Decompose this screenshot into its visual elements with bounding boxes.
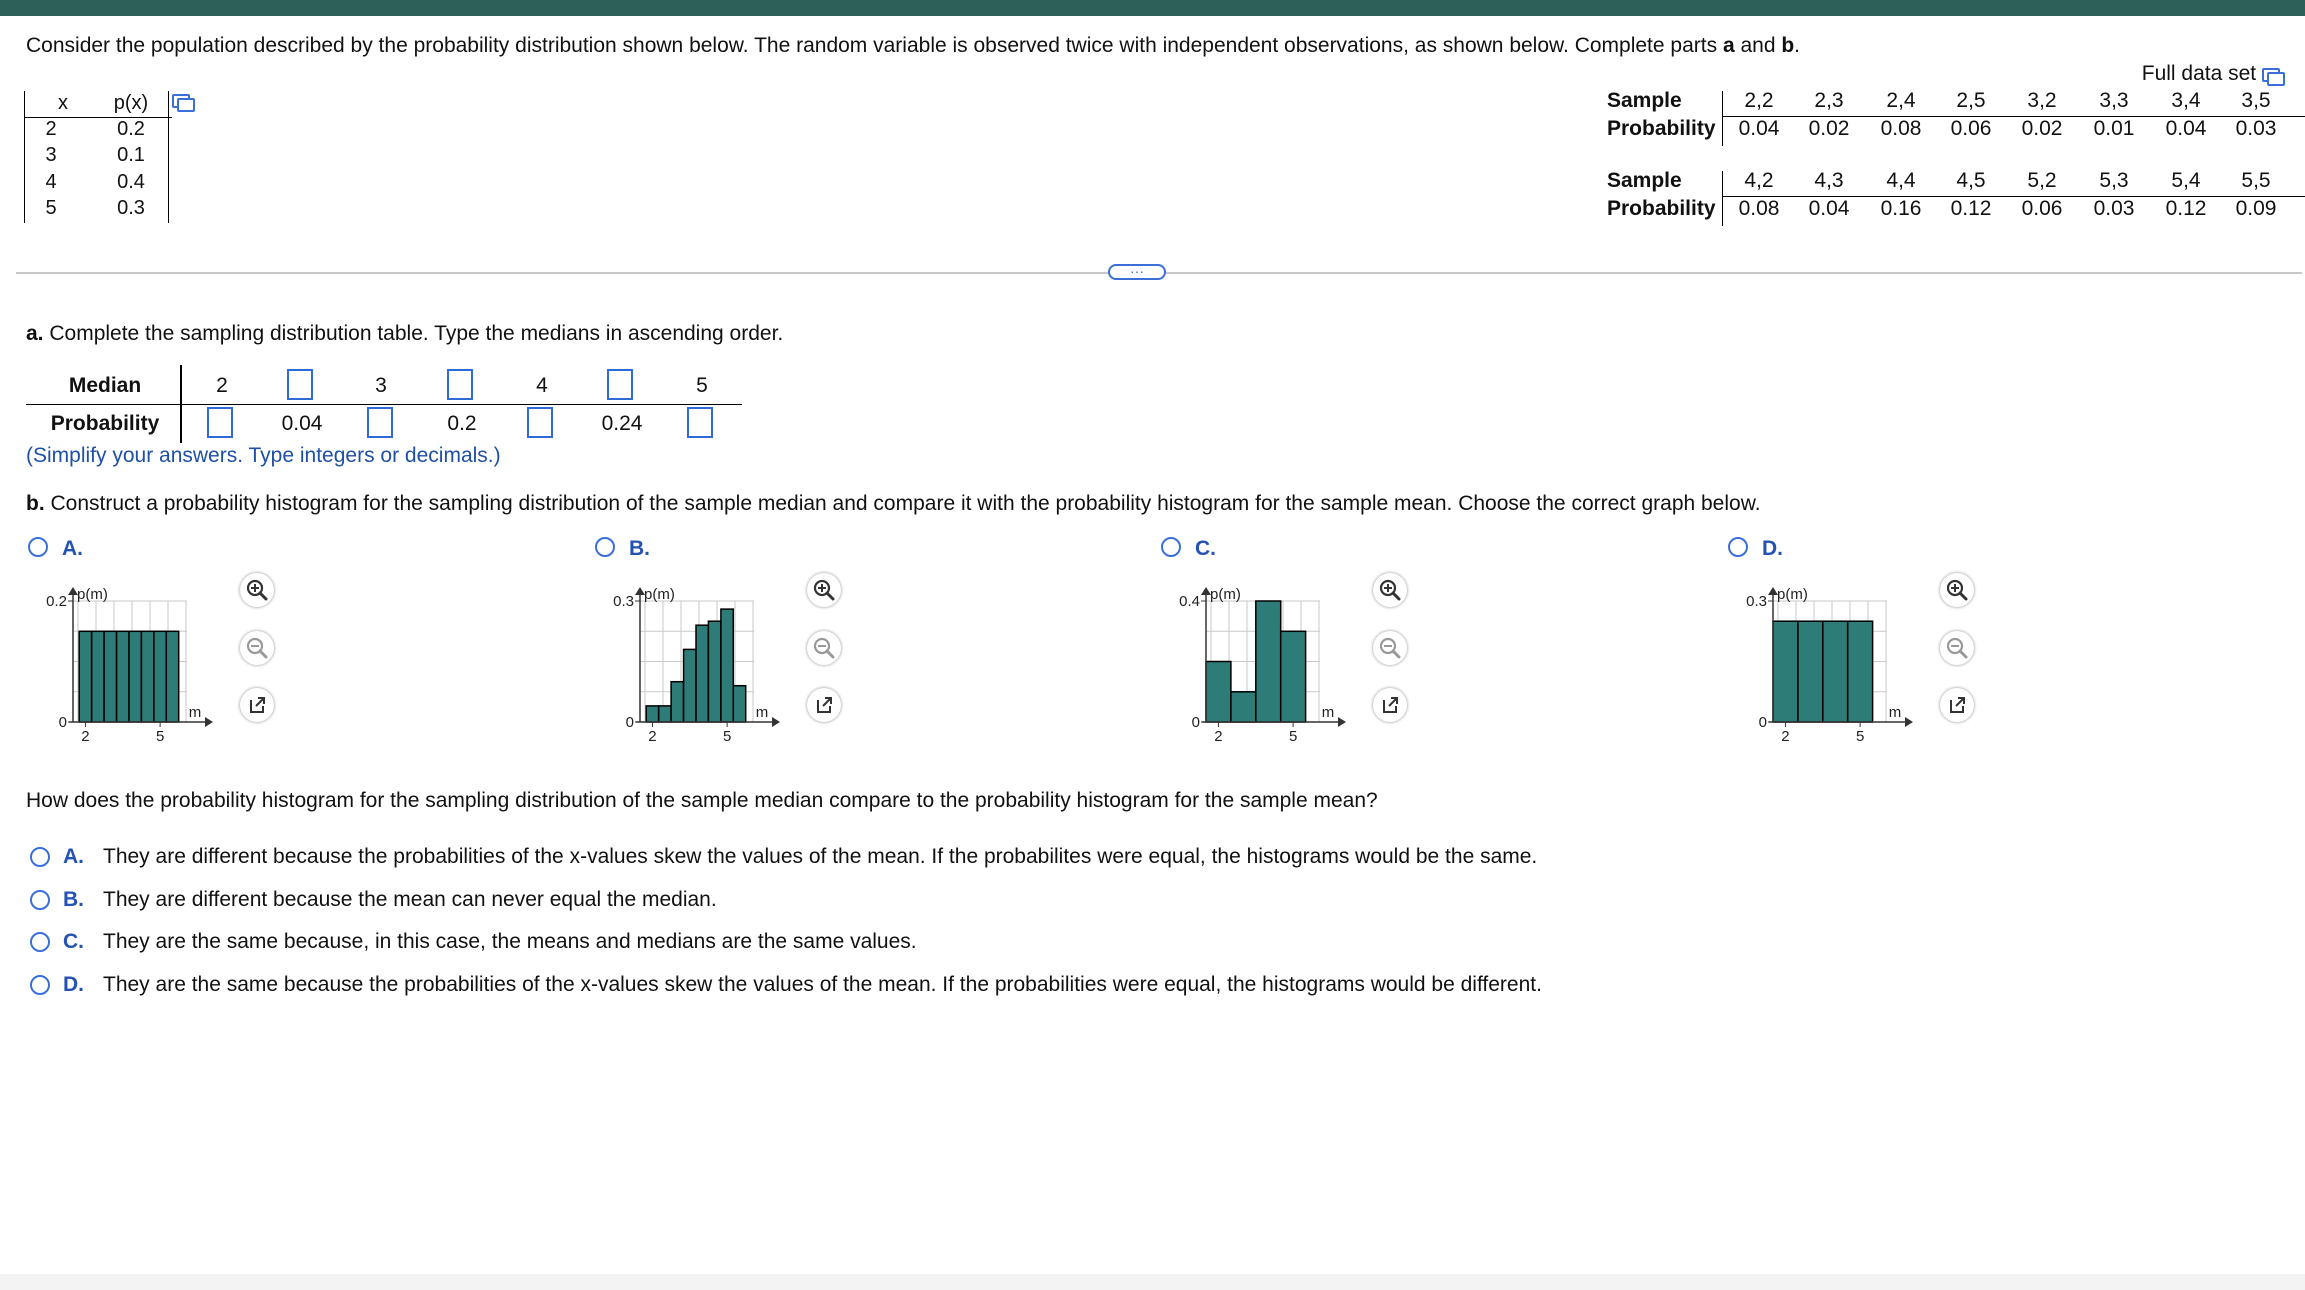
x-tick-label: 5 — [1855, 728, 1865, 745]
sample-cell: 2,3 — [1814, 89, 1844, 112]
open-external-icon[interactable] — [807, 688, 841, 722]
y-max-label: 0.2 — [46, 593, 67, 610]
histogram-bar — [154, 631, 166, 722]
x-tick-label: 2 — [648, 728, 657, 745]
sample-cell: 2,4 — [1886, 89, 1916, 112]
prob-cell: 0.03 — [2093, 197, 2135, 220]
sample-cell: 5,3 — [2099, 169, 2129, 192]
prob-cell: 0.01 — [2093, 117, 2135, 140]
histogram-bar — [117, 631, 129, 722]
y-zero-label: 0 — [625, 714, 634, 731]
p-value: 0.3 — [117, 197, 145, 219]
x-axis-label: m — [188, 704, 202, 721]
x-axis-arrow — [1905, 717, 1913, 727]
part-b-instruction: b. Construct a probability histogram for the sampling distribution of the sample median and compare it with the probability histogram for the sample mean. Choose the correct graph below. — [26, 492, 1761, 515]
sample-cell: 2,5 — [1956, 89, 1986, 112]
histogram-bar — [1798, 621, 1823, 722]
median-value: 5 — [696, 374, 708, 397]
sample-label: Sample — [1607, 89, 1682, 112]
histogram-bar — [1848, 621, 1873, 722]
median-input[interactable] — [447, 369, 473, 400]
open-external-icon[interactable] — [1940, 688, 1974, 722]
probability-input[interactable] — [367, 407, 393, 438]
zoom-in-icon[interactable] — [1940, 573, 1974, 607]
graph-option-letter: A. — [62, 537, 83, 560]
x-value: 2 — [45, 118, 57, 140]
radio-button[interactable] — [30, 932, 50, 952]
sample-cell: 3,5 — [2241, 89, 2271, 112]
x-value: 3 — [45, 144, 57, 166]
x-axis-arrow — [1338, 717, 1346, 727]
median-value: 2 — [216, 374, 228, 397]
graph-option-letter: D. — [1762, 537, 1783, 560]
prob-cell: 0.02 — [2021, 117, 2063, 140]
y-zero-label: 0 — [1758, 714, 1767, 731]
y-axis-label: p(m) — [77, 586, 108, 603]
option-letter: A. — [63, 845, 84, 868]
sample-table-1 — [1607, 89, 2291, 145]
p-value: 0.4 — [117, 171, 145, 193]
x-axis-arrow — [772, 717, 780, 727]
option-text: They are the same because, in this case, the means and medians are the same values. — [103, 930, 917, 953]
histogram-bar — [646, 706, 658, 722]
sample-cell: 3,4 — [2171, 89, 2201, 112]
y-axis-label: p(m) — [1777, 586, 1808, 603]
probability-value: 0.2 — [447, 412, 477, 435]
prob-cell: 0.06 — [1950, 117, 1992, 140]
x-axis-label: m — [1321, 704, 1335, 721]
header-x: x — [58, 92, 68, 114]
histogram-bar — [141, 631, 153, 722]
median-value: 3 — [375, 374, 387, 397]
x-axis-label: m — [1888, 704, 1902, 721]
open-external-icon[interactable] — [240, 688, 274, 722]
zoom-out-icon[interactable] — [240, 631, 274, 665]
sample-cell: 4,2 — [1744, 169, 1774, 192]
sample-table-2 — [1607, 169, 2291, 225]
x-tick-label: 2 — [1214, 728, 1223, 745]
histogram-bar — [721, 609, 733, 722]
histogram-svg — [1726, 575, 1946, 745]
prob-cell: 0.04 — [1808, 197, 1850, 220]
graph-option-radio[interactable] — [1161, 537, 1181, 557]
histogram-svg — [593, 575, 813, 745]
histogram-option-d — [1726, 575, 1926, 745]
option-text: They are the same because the probabilities of the x-values skew the values of the mean. If the probabilities were equal, the histograms would be different. — [103, 973, 1542, 996]
graph-option-radio[interactable] — [595, 537, 615, 557]
histogram-bar — [696, 625, 708, 722]
probability-value: 0.24 — [601, 412, 643, 435]
graph-option-radio[interactable] — [1728, 537, 1748, 557]
y-zero-label: 0 — [58, 714, 67, 731]
option-letter: B. — [63, 888, 84, 911]
histogram-bar — [733, 686, 745, 722]
histogram-bar — [684, 649, 696, 722]
histogram-option-a — [26, 575, 226, 745]
histogram-bar — [166, 631, 178, 722]
sample-cell: 4,5 — [1956, 169, 1986, 192]
histogram-bar — [104, 631, 116, 722]
histogram-bar — [129, 631, 141, 722]
median-input[interactable] — [607, 369, 633, 400]
intro-text: Consider the population described by the probability distribution shown below. The random variable is observed twice with independent observations, as shown below. Complete parts a and b. — [26, 34, 1801, 57]
y-axis-label: p(m) — [1210, 586, 1241, 603]
prob-cell: 0.06 — [2021, 197, 2063, 220]
probability-label: Probability — [50, 412, 160, 435]
probability-input[interactable] — [207, 407, 233, 438]
zoom-in-icon[interactable] — [240, 573, 274, 607]
median-table — [26, 365, 746, 445]
prob-cell: 0.08 — [1880, 117, 1922, 140]
y-max-label: 0.3 — [613, 593, 634, 610]
histogram-bar — [1823, 621, 1848, 722]
probability-value: 0.04 — [281, 412, 323, 435]
copy-data-icon[interactable] — [2262, 68, 2280, 82]
x-tick-label: 5 — [722, 728, 732, 745]
histogram-bar — [708, 621, 720, 722]
sample-cell: 5,5 — [2241, 169, 2271, 192]
x-tick-label: 2 — [81, 728, 90, 745]
prob-cell: 0.16 — [1880, 197, 1922, 220]
histogram-bar — [1206, 662, 1231, 723]
probability-input[interactable] — [527, 407, 553, 438]
x-tick-label: 5 — [1288, 728, 1298, 745]
y-max-label: 0.4 — [1179, 593, 1200, 610]
simplify-hint: (Simplify your answers. Type integers or decimals.) — [26, 444, 501, 467]
prob-cell: 0.02 — [1808, 117, 1850, 140]
radio-button[interactable] — [30, 847, 50, 867]
probability-label: Probability — [1607, 117, 1716, 140]
top-banner — [0, 0, 2305, 16]
prob-cell: 0.04 — [1738, 117, 1780, 140]
open-external-icon[interactable] — [1373, 688, 1407, 722]
sample-cell: 3,2 — [2027, 89, 2057, 112]
probability-label: Probability — [1607, 197, 1716, 220]
bottom-bar — [0, 1274, 2305, 1290]
y-max-label: 0.3 — [1746, 593, 1767, 610]
graph-option-radio[interactable] — [28, 537, 48, 557]
x-axis-label: m — [755, 704, 769, 721]
histogram-svg — [26, 575, 246, 745]
x-value: 5 — [45, 197, 57, 219]
median-input[interactable] — [287, 369, 313, 400]
part-a-instruction: a. Complete the sampling distribution table. Type the medians in ascending order. — [26, 322, 784, 345]
sample-cell: 5,4 — [2171, 169, 2201, 192]
probability-input[interactable] — [687, 407, 713, 438]
graph-option-letter: B. — [629, 537, 650, 560]
x-tick-label: 5 — [155, 728, 165, 745]
sample-cell: 5,2 — [2027, 169, 2057, 192]
full-data-set-link[interactable]: Full data set — [2142, 62, 2280, 86]
sample-cell: 3,3 — [2099, 89, 2129, 112]
median-label: Median — [68, 374, 142, 397]
comparison-question: How does the probability histogram for the sampling distribution of the sample median compare to the probability histogram for the sample mean? — [26, 789, 1378, 812]
histogram-option-c — [1159, 575, 1359, 745]
median-value: 4 — [536, 374, 548, 397]
prob-cell: 0.12 — [1950, 197, 1992, 220]
graph-option-letter: C. — [1195, 537, 1216, 560]
sample-cell: 4,3 — [1814, 169, 1844, 192]
y-zero-label: 0 — [1191, 714, 1200, 731]
histogram-bar — [1256, 601, 1281, 722]
header-px: p(x) — [113, 92, 149, 114]
x-tick-label: 2 — [1781, 728, 1790, 745]
histogram-bar — [1281, 631, 1306, 722]
zoom-in-icon[interactable] — [1373, 573, 1407, 607]
histogram-bar — [1231, 692, 1256, 722]
prob-cell: 0.04 — [2165, 117, 2207, 140]
option-letter: C. — [63, 930, 84, 953]
distribution-table — [24, 91, 176, 223]
expand-more-button[interactable]: ··· — [1108, 264, 1166, 280]
option-text: They are different because the mean can never equal the median. — [103, 888, 717, 911]
prob-cell: 0.08 — [1738, 197, 1780, 220]
zoom-out-icon[interactable] — [1940, 631, 1974, 665]
prob-cell: 0.09 — [2235, 197, 2277, 220]
p-value: 0.1 — [117, 144, 145, 166]
histogram-bar — [79, 631, 91, 722]
prob-cell: 0.12 — [2165, 197, 2207, 220]
option-text: They are different because the probabilities of the x-values skew the values of the mean. If the probabilites were equal, the histograms would be the same. — [103, 845, 1538, 868]
radio-button[interactable] — [30, 890, 50, 910]
histogram-option-b — [593, 575, 793, 745]
x-axis-arrow — [205, 717, 213, 727]
radio-button[interactable] — [30, 975, 50, 995]
sample-label: Sample — [1607, 169, 1682, 192]
option-letter: D. — [63, 973, 84, 996]
sample-cell: 2,2 — [1744, 89, 1774, 112]
y-axis-label: p(m) — [644, 586, 675, 603]
sample-cell: 4,4 — [1886, 169, 1916, 192]
zoom-out-icon[interactable] — [1373, 631, 1407, 665]
zoom-in-icon[interactable] — [807, 573, 841, 607]
histogram-bar — [671, 682, 683, 722]
histogram-svg — [1159, 575, 1379, 745]
prob-cell: 0.03 — [2235, 117, 2277, 140]
histogram-bar — [92, 631, 104, 722]
x-value: 4 — [45, 171, 57, 193]
zoom-out-icon[interactable] — [807, 631, 841, 665]
histogram-bar — [1773, 621, 1798, 722]
p-value: 0.2 — [117, 118, 145, 140]
copy-data-icon[interactable] — [172, 94, 190, 108]
histogram-bar — [659, 706, 671, 722]
